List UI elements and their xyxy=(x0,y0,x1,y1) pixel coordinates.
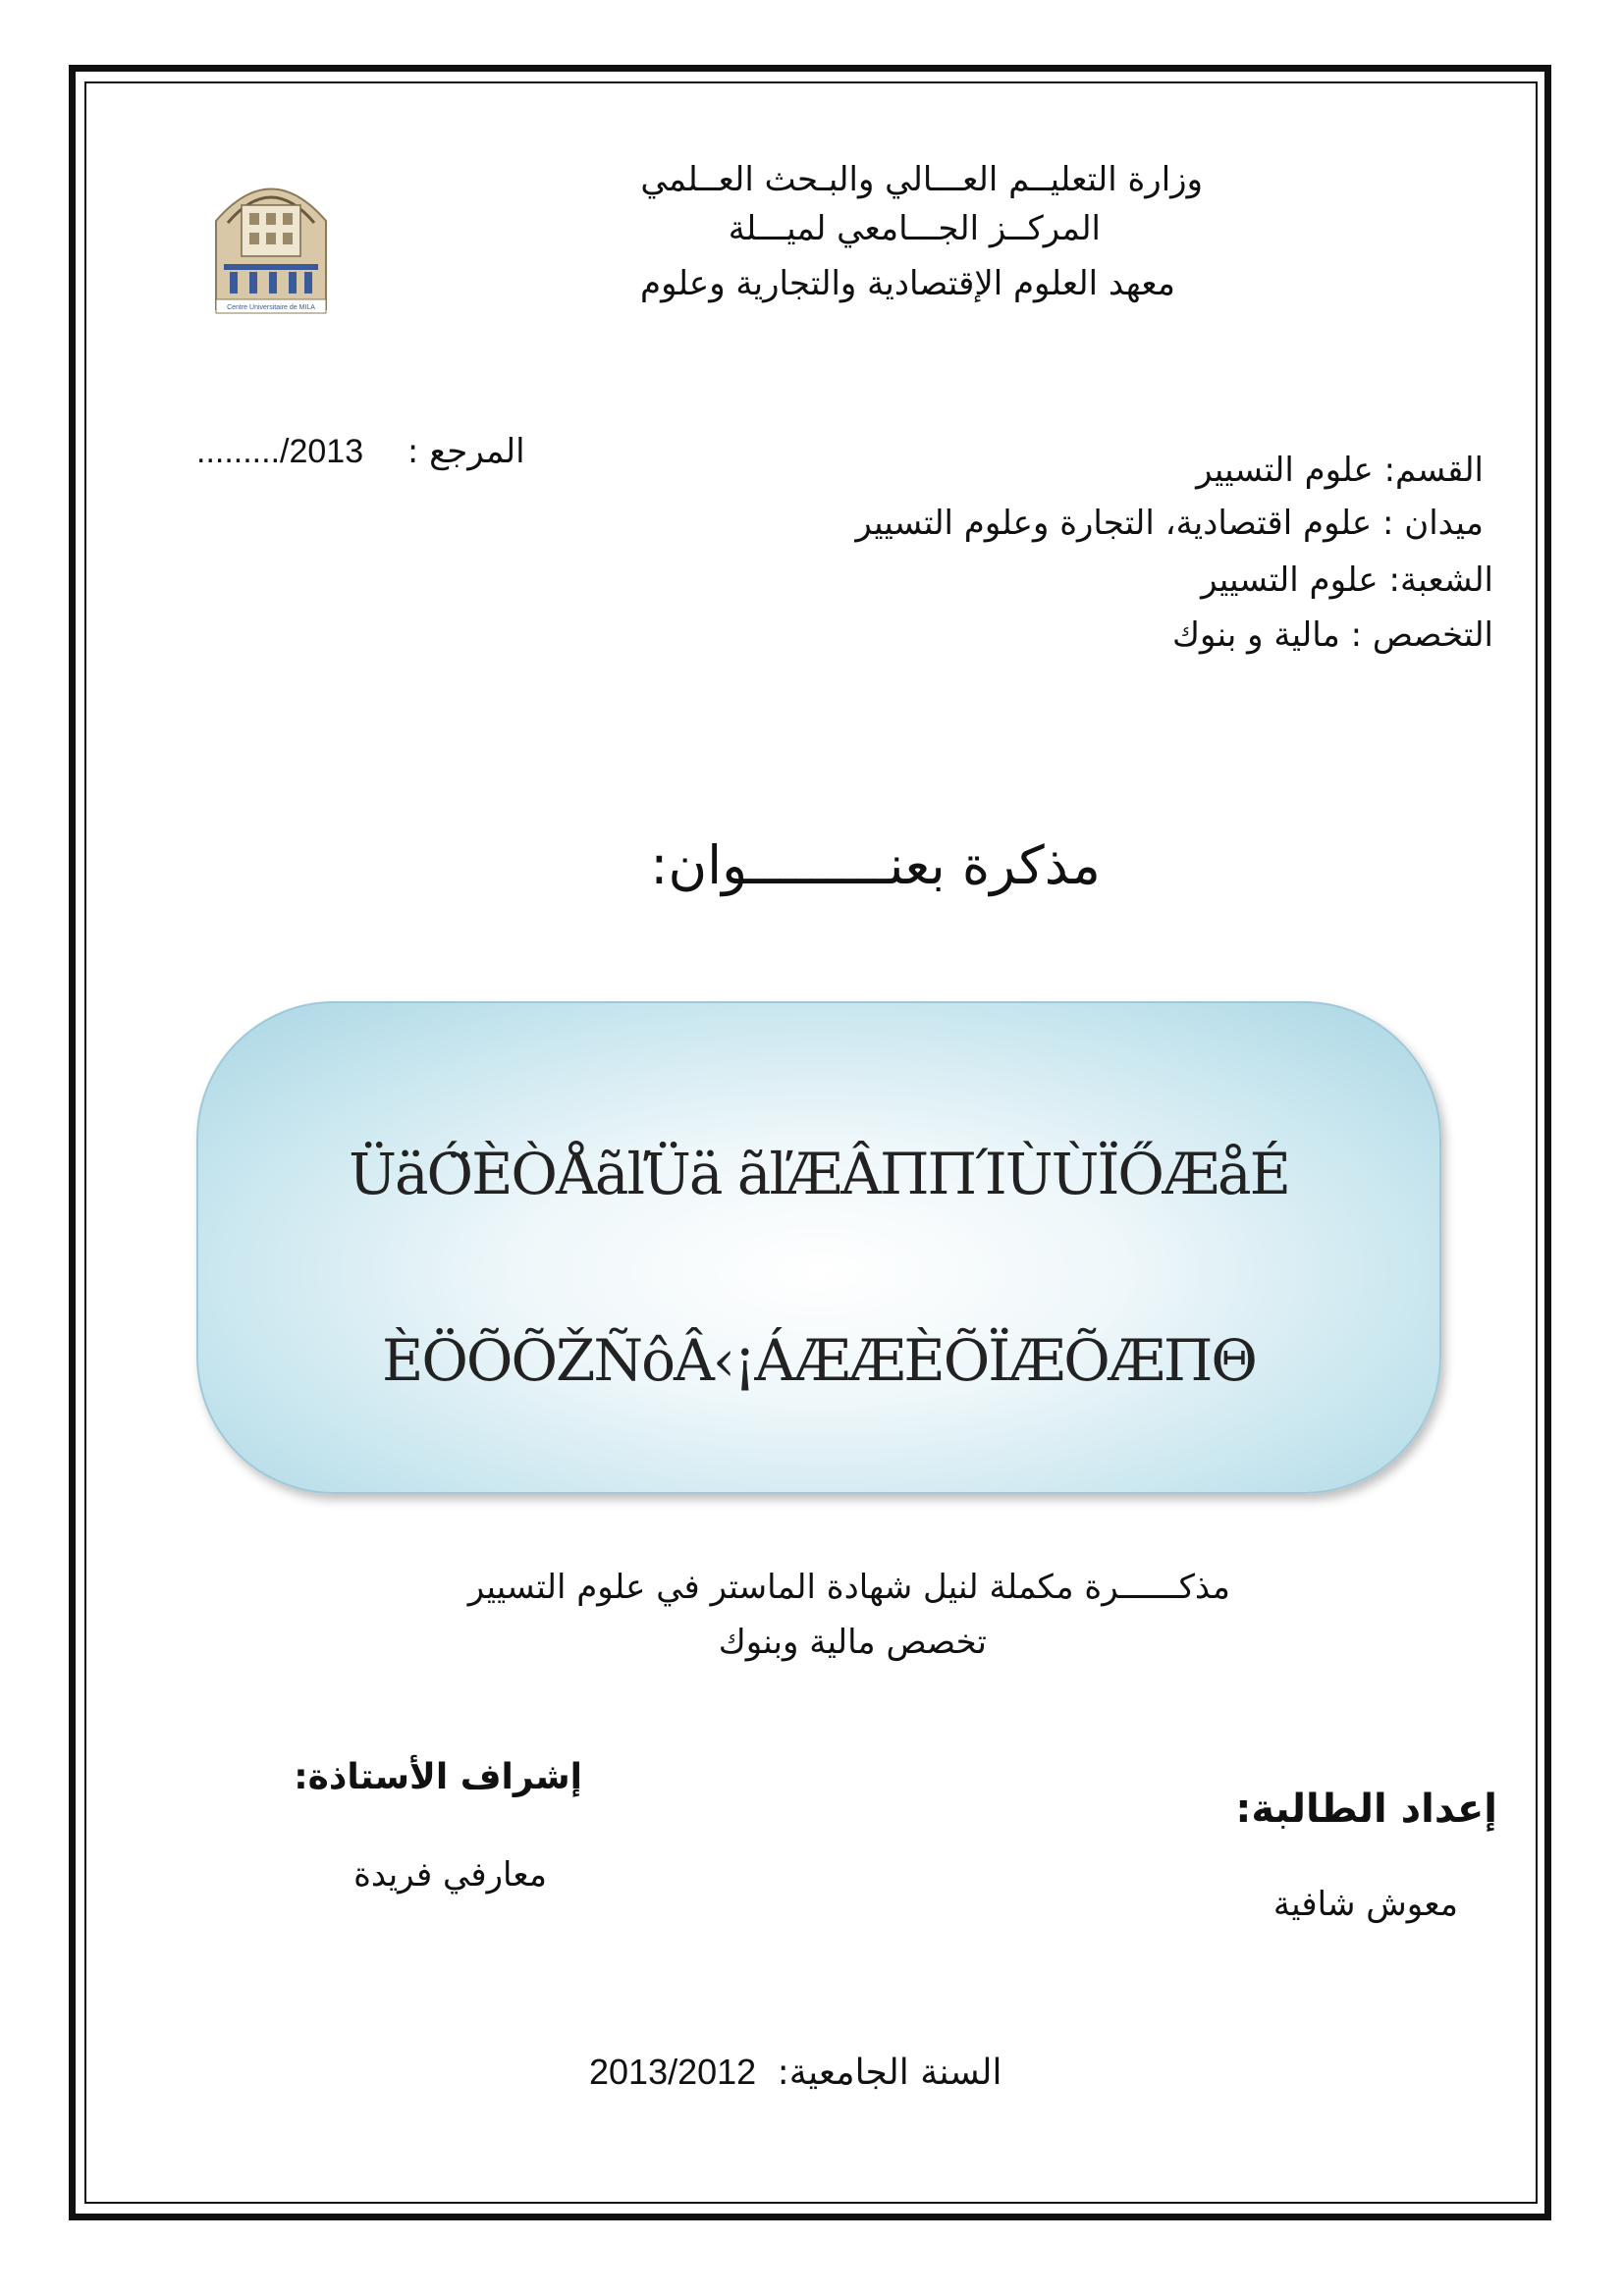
thesis-title-label: مذكرة بعنـــــــــوان: xyxy=(650,834,1101,896)
university-center-name: المركــز الجـــامعي لميـــلة xyxy=(728,209,1101,248)
field: ميدان : علوم اقتصادية، التجارة وعلوم التسيير xyxy=(855,504,1484,543)
institute-name: معهد العلوم الإقتصادية والتجارية وعلوم xyxy=(640,264,1175,303)
student-label: إعداد الطالبة: xyxy=(1235,1787,1497,1832)
degree-description: مذكــــــرة مكملة لنيل شهادة الماستر في علوم التسيير xyxy=(467,1568,1230,1607)
degree-specialty: تخصص مالية وبنوك xyxy=(718,1623,987,1662)
logo-caption: Centre Universitaire de MILA xyxy=(227,304,315,311)
department: القسم: علوم التسيير xyxy=(1196,451,1484,490)
thesis-title-line-2: ÈÖÕÕŽÑôÂ‹¡ÁÆÆÈÕÏÆÕÆΠΘ xyxy=(382,1327,1256,1394)
academic-year-label: السنة الجامعية: xyxy=(777,2053,1002,2093)
thesis-title-box xyxy=(196,1001,1441,1494)
reference-label: المرجع : xyxy=(406,432,525,471)
specialty: التخصص : مالية و بنوك xyxy=(1172,615,1493,655)
academic-year xyxy=(589,2052,1001,2093)
branch: الشعبة: علوم التسيير xyxy=(1201,561,1493,600)
reference-value: ........./2013 xyxy=(196,433,364,470)
supervisor-label: إشراف الأستاذة: xyxy=(294,1757,582,1797)
supervisor-name: معارفي فريدة xyxy=(353,1855,547,1895)
thesis-title-line-1: ÜäÓ̈ÈÒÅãľÜä ãľÆÂΠΠΊÙÙÏŐÆåÉ xyxy=(349,1141,1289,1207)
reference xyxy=(196,432,525,471)
student-name: معوش شافية xyxy=(1272,1885,1458,1924)
ministry-name: وزارة التعليــم العـــالي والبـحث العــلمي xyxy=(640,160,1203,199)
academic-year-value: 2013/2012 xyxy=(589,2052,757,2092)
university-logo xyxy=(206,162,336,319)
